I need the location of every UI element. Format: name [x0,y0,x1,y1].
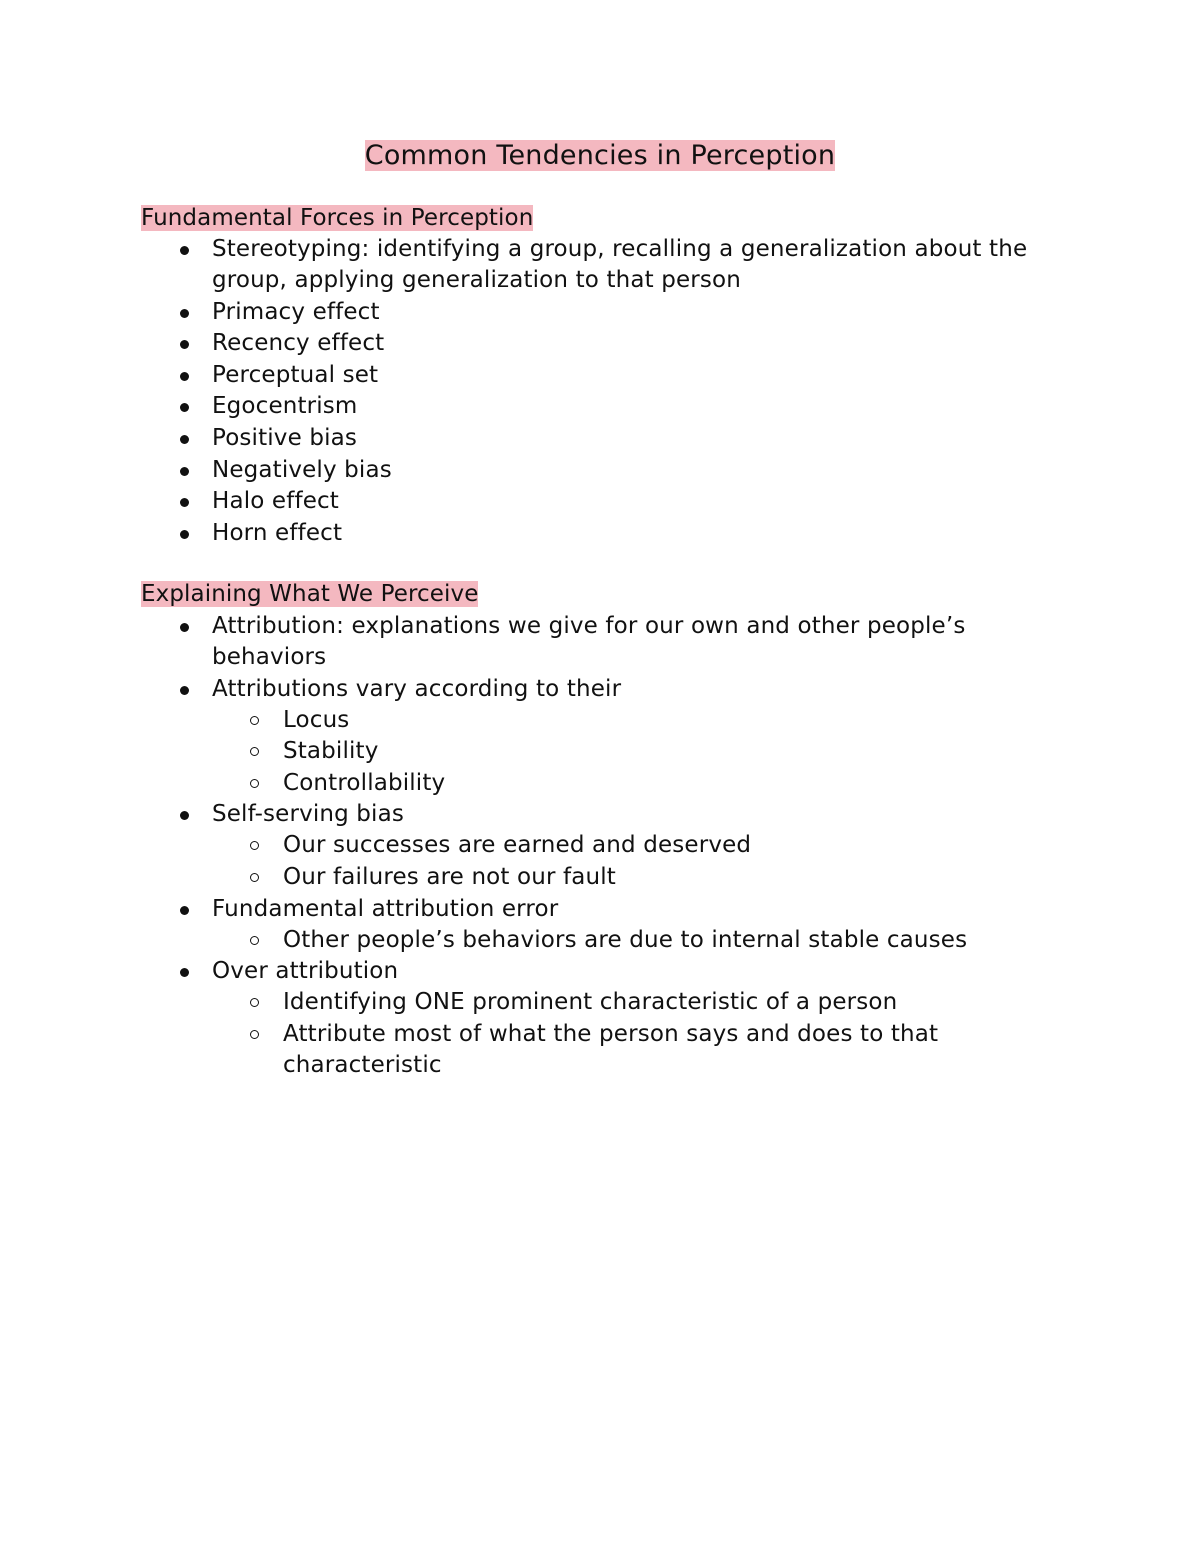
list-item [212,674,1042,799]
list-item-text: Self-serving bias [212,801,404,828]
list-item [212,956,1042,1081]
list-item-text: Attribution: explanations we give for our own and other people’s behaviors [212,613,966,670]
sub-list-item: Locus [283,705,1042,736]
list-item: Egocentrism [212,391,1042,422]
list-item: Recency effect [212,328,1042,359]
list-item-text: Attributions vary according to their [212,675,622,702]
sub-list-item: Other people’s behaviors are due to internal stable causes [283,925,1042,956]
list-item [212,611,1042,673]
section-heading-fundamental-forces: Fundamental Forces in Perception [141,205,534,231]
section-heading-fundamental-forces-wrap [141,203,533,233]
list-item-text: Over attribution [212,958,399,985]
list-item [212,799,1042,893]
explaining-list [212,611,1042,1081]
fundamental-forces-list [212,234,1042,549]
page-title: Common Tendencies in Perception [364,140,836,171]
sub-list [283,705,1042,799]
list-item: Halo effect [212,486,1042,517]
list-item: Negatively bias [212,455,1042,486]
sub-list-item: Attribute most of what the person says and does to that characteristic [283,1019,1042,1081]
list-item: Horn effect [212,518,1042,549]
sub-list-item: Controllability [283,768,1042,799]
section-heading-explaining-wrap [141,579,478,609]
list-item: Primacy effect [212,297,1042,328]
sub-list-item: Our failures are not our fault [283,862,1042,893]
sub-list [283,987,1042,1081]
sub-list-item: Stability [283,736,1042,767]
section-heading-explaining: Explaining What We Perceive [141,581,479,607]
list-item: Stereotyping: identifying a group, recalling a generalization about the group, applying generalization to that person [212,234,1042,296]
list-item: Positive bias [212,423,1042,454]
sub-list-item: Identifying ONE prominent characteristic of a person [283,987,1042,1018]
sub-list-item: Our successes are earned and deserved [283,830,1042,861]
list-item [212,894,1042,956]
sub-list [283,925,1042,956]
page-title-wrap [0,138,1200,174]
list-item-text: Fundamental attribution error [212,895,559,922]
sub-list [283,830,1042,893]
list-item: Perceptual set [212,360,1042,391]
